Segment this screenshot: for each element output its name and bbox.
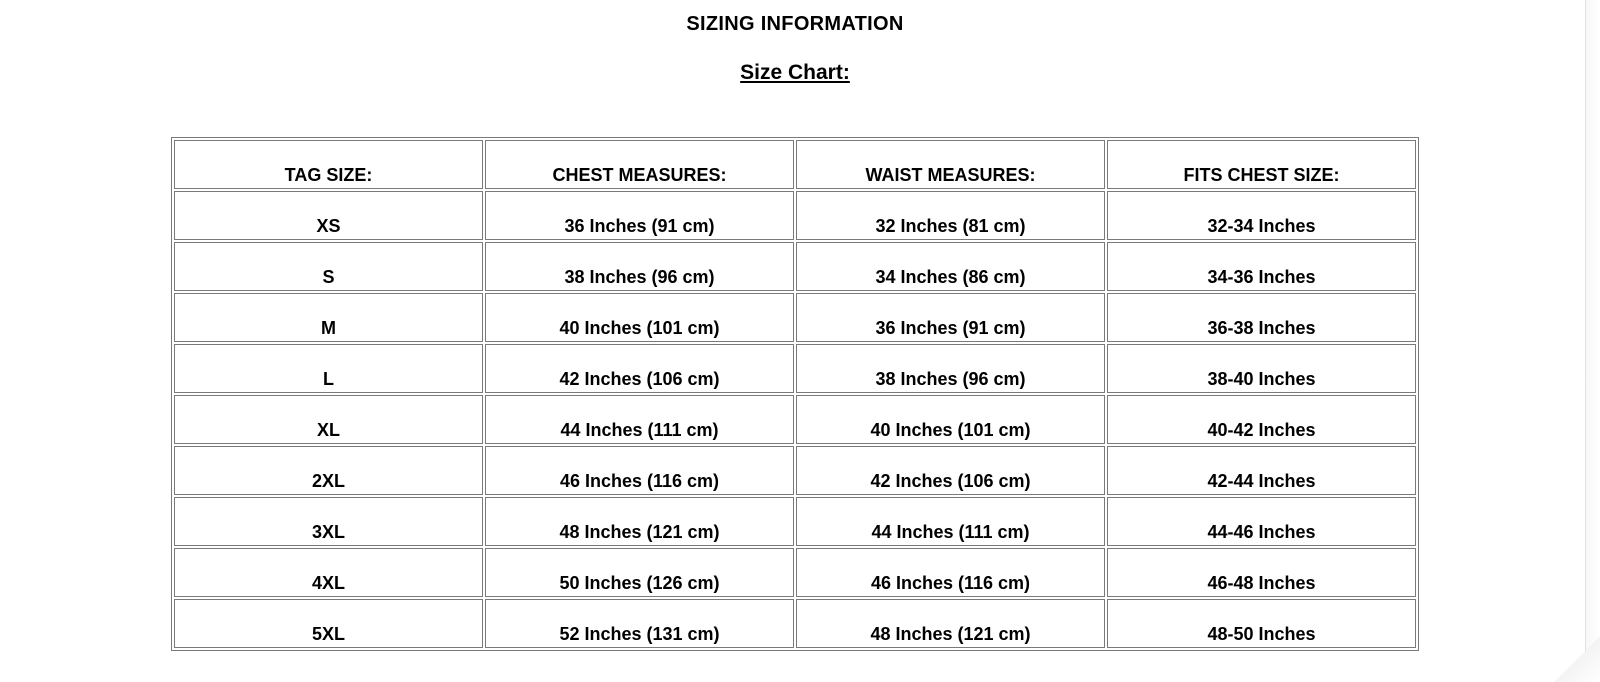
fits-chest-cell: 34-36 Inches: [1107, 242, 1416, 291]
table-header-row: [174, 140, 1416, 189]
page-title: SIZING INFORMATION: [686, 13, 904, 35]
tag-size-cell: XS: [174, 191, 483, 240]
waist-measure-cell: 42 Inches (106 cm): [796, 446, 1105, 495]
fits-chest-cell: 44-46 Inches: [1107, 497, 1416, 546]
waist-measure-cell: 44 Inches (111 cm): [796, 497, 1105, 546]
chest-measure-cell: 48 Inches (121 cm): [485, 497, 794, 546]
column-header-waist-measures: WAIST MEASURES:: [796, 140, 1105, 189]
table-row: [174, 395, 1416, 444]
waist-measure-cell: 38 Inches (96 cm): [796, 344, 1105, 393]
table-row: [174, 599, 1416, 648]
tag-size-cell: 4XL: [174, 548, 483, 597]
fits-chest-cell: 36-38 Inches: [1107, 293, 1416, 342]
waist-measure-cell: 40 Inches (101 cm): [796, 395, 1105, 444]
column-header-fits-chest-size: FITS CHEST SIZE:: [1107, 140, 1416, 189]
chest-measure-cell: 44 Inches (111 cm): [485, 395, 794, 444]
waist-measure-cell: 32 Inches (81 cm): [796, 191, 1105, 240]
tag-size-cell: M: [174, 293, 483, 342]
waist-measure-cell: 34 Inches (86 cm): [796, 242, 1105, 291]
table-row: [174, 344, 1416, 393]
column-header-tag-size: TAG SIZE:: [174, 140, 483, 189]
waist-measure-cell: 46 Inches (116 cm): [796, 548, 1105, 597]
fits-chest-cell: 42-44 Inches: [1107, 446, 1416, 495]
table-row: [174, 446, 1416, 495]
table-row: [174, 242, 1416, 291]
page-right-edge: [1585, 0, 1600, 682]
fits-chest-cell: 46-48 Inches: [1107, 548, 1416, 597]
waist-measure-cell: 36 Inches (91 cm): [796, 293, 1105, 342]
column-header-chest-measures: CHEST MEASURES:: [485, 140, 794, 189]
tag-size-cell: XL: [174, 395, 483, 444]
chest-measure-cell: 50 Inches (126 cm): [485, 548, 794, 597]
size-chart-subtitle: Size Chart:: [740, 61, 850, 84]
tag-size-cell: 2XL: [174, 446, 483, 495]
table-row: [174, 497, 1416, 546]
table-row: [174, 548, 1416, 597]
tag-size-cell: S: [174, 242, 483, 291]
tag-size-cell: 5XL: [174, 599, 483, 648]
chest-measure-cell: 42 Inches (106 cm): [485, 344, 794, 393]
fits-chest-cell: 32-34 Inches: [1107, 191, 1416, 240]
chest-measure-cell: 40 Inches (101 cm): [485, 293, 794, 342]
waist-measure-cell: 48 Inches (121 cm): [796, 599, 1105, 648]
chest-measure-cell: 46 Inches (116 cm): [485, 446, 794, 495]
chest-measure-cell: 38 Inches (96 cm): [485, 242, 794, 291]
tag-size-cell: L: [174, 344, 483, 393]
chest-measure-cell: 52 Inches (131 cm): [485, 599, 794, 648]
table-row: [174, 293, 1416, 342]
chest-measure-cell: 36 Inches (91 cm): [485, 191, 794, 240]
fits-chest-cell: 38-40 Inches: [1107, 344, 1416, 393]
tag-size-cell: 3XL: [174, 497, 483, 546]
page-curl: [1554, 636, 1600, 682]
table-row: [174, 191, 1416, 240]
fits-chest-cell: 40-42 Inches: [1107, 395, 1416, 444]
size-chart-table: [171, 137, 1419, 651]
fits-chest-cell: 48-50 Inches: [1107, 599, 1416, 648]
